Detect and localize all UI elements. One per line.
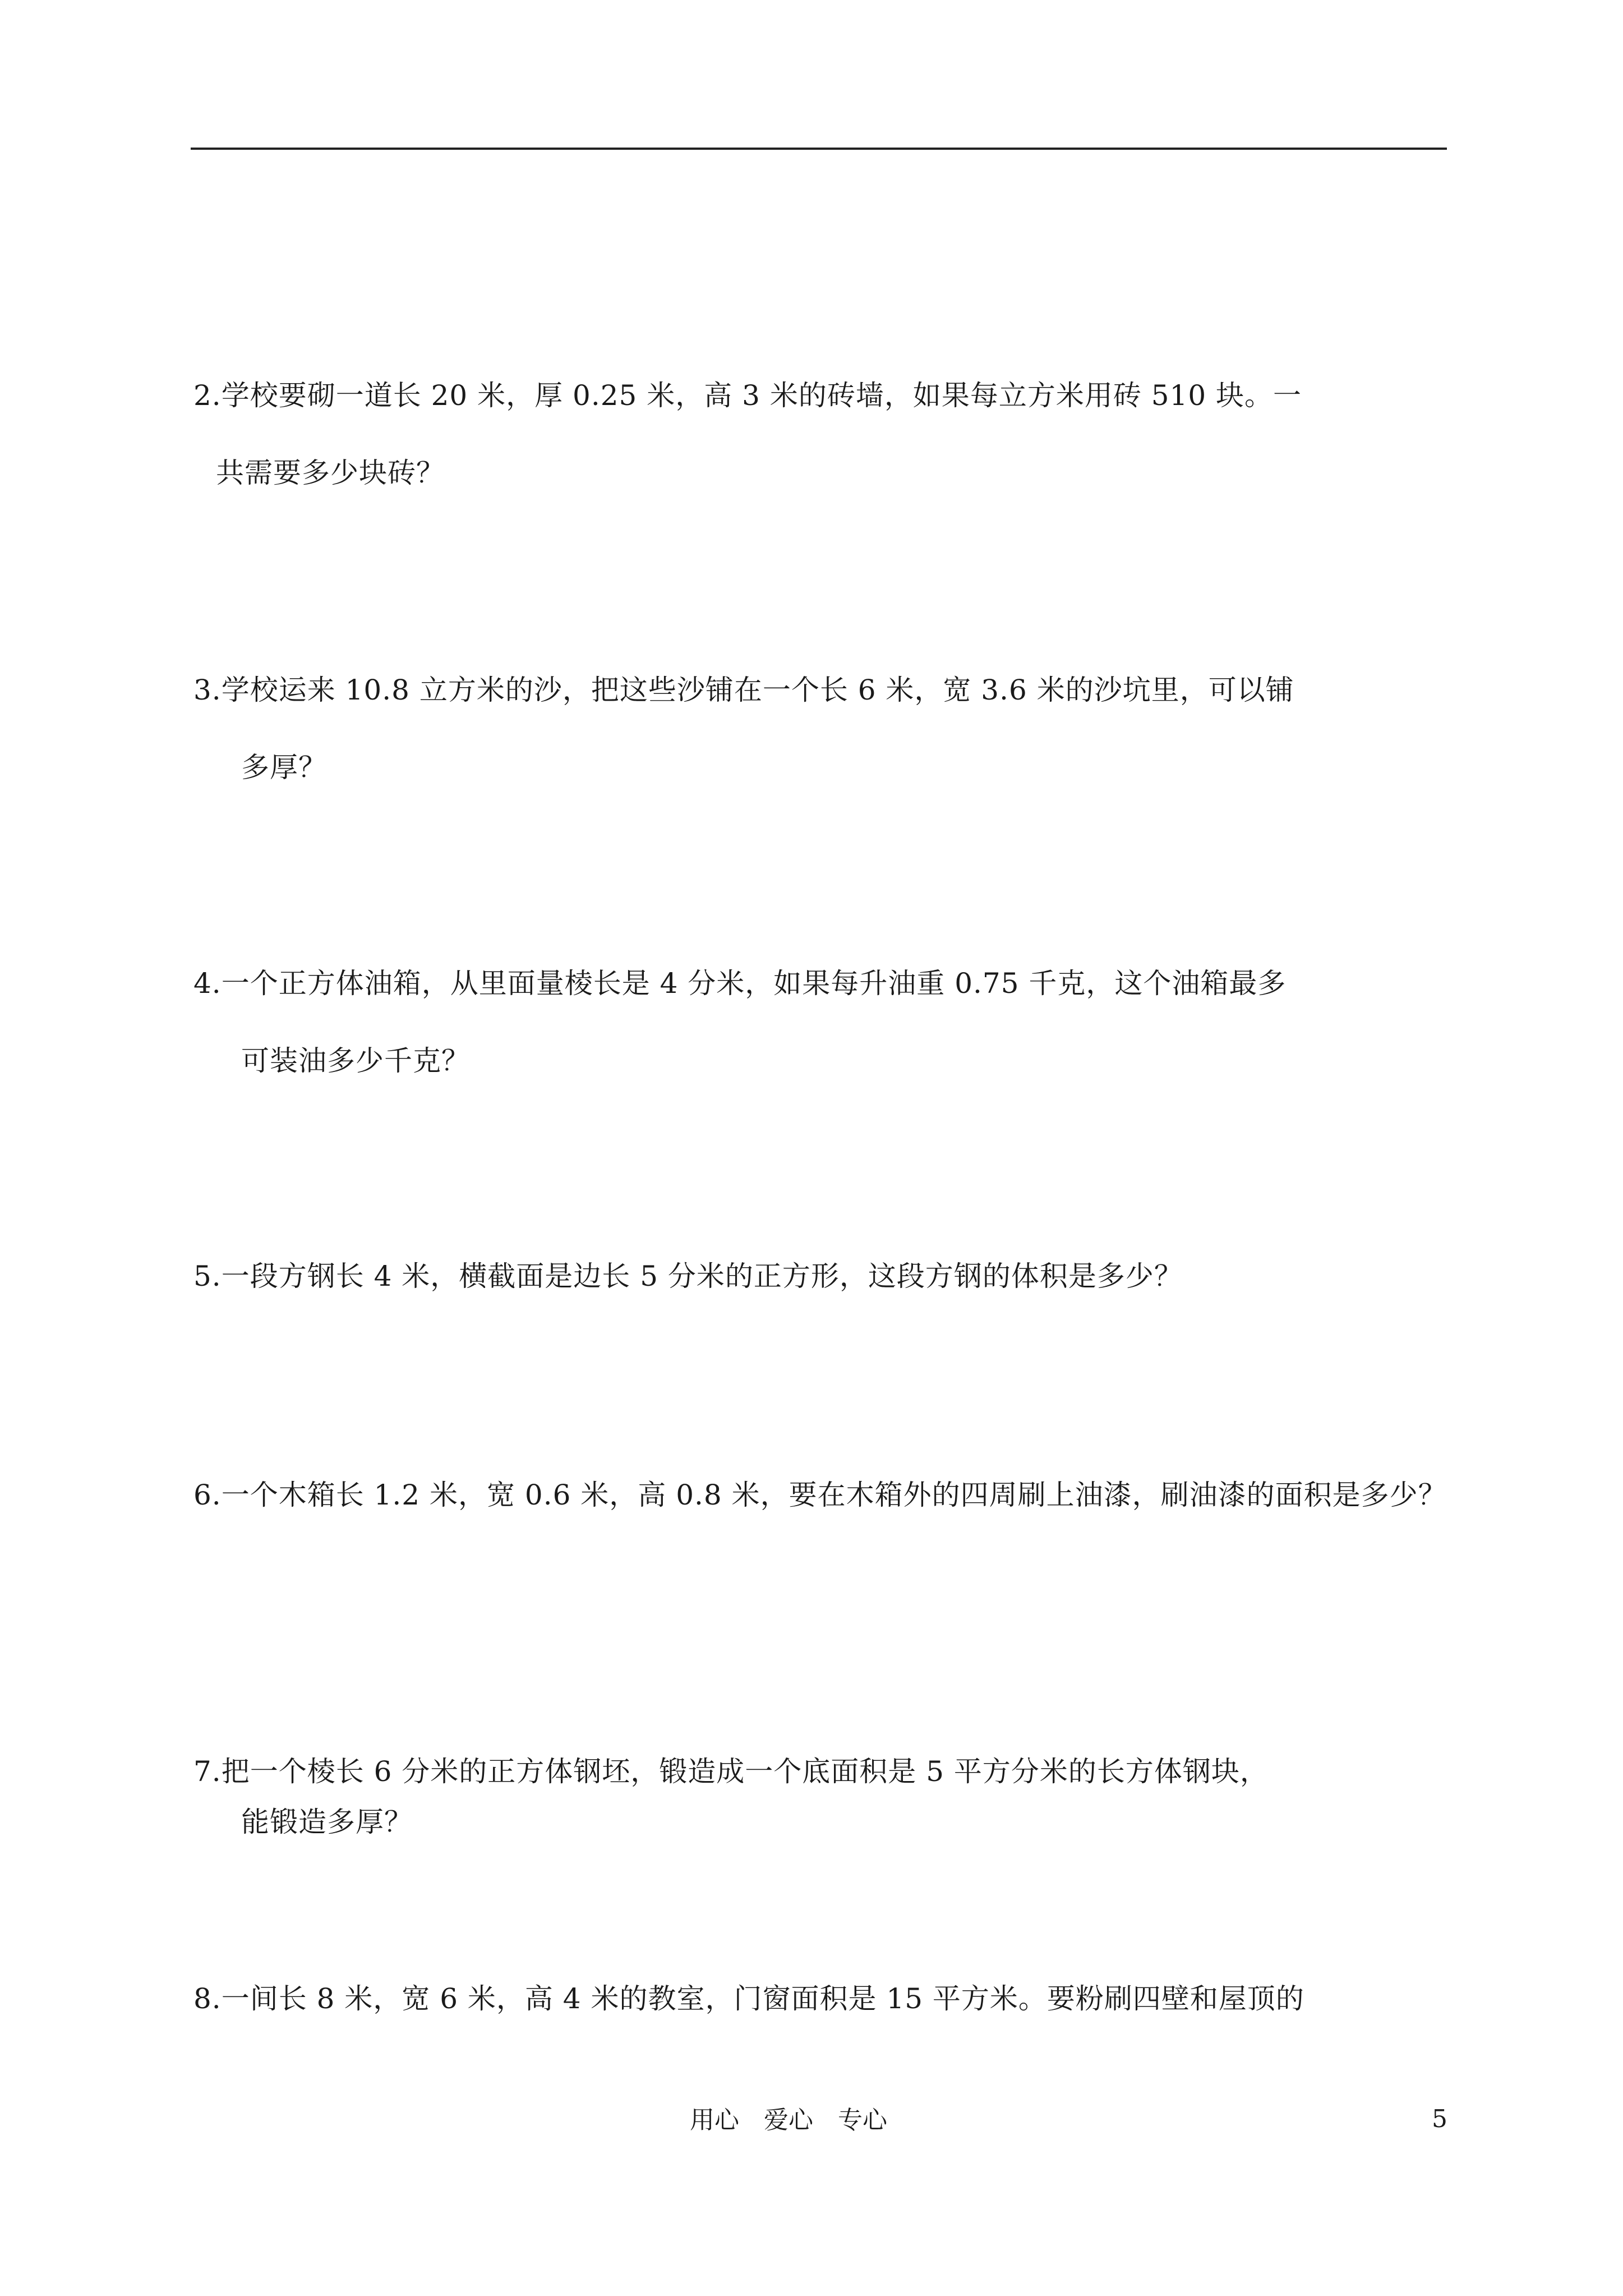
question-2-line-1: 2.学校要砌一道长 20 米，厚 0.25 米，高 3 米的砖墙，如果每立方米用砖 510 块。一 [193,379,1302,412]
question-2 [193,381,1302,487]
question-7-line-2: 能锻造多厚？ [241,1806,413,1838]
question-7 [193,1757,1269,1836]
question-4-line-1: 4.一个正方体油箱，从里面量棱长是 4 分米，如果每升油重 0.75 千克，这个油箱最多 [193,967,1287,1000]
question-7-line-1: 7.把一个棱长 6 分米的正方体钢坯，锻造成一个底面积是 5 平方分米的长方体钢块， [193,1755,1269,1788]
question-8 [193,1982,1304,2015]
question-3-line-1: 3.学校运来 10.8 立方米的沙，把这些沙铺在一个长 6 米，宽 3.6 米的沙坑里，可以铺 [193,674,1294,706]
header-rule [191,148,1447,150]
question-6-line-1: 6.一个木箱长 1.2 米，宽 0.6 米，高 0.8 米，要在木箱外的四周刷上油漆，刷油漆的面积是多少？ [193,1479,1447,1511]
question-4-line-2: 可装油多少千克？ [241,1045,470,1077]
question-3-line-2: 多厚？ [241,751,327,784]
question-6 [193,1481,1447,1509]
question-4 [193,969,1286,1075]
question-5-line-1: 5.一段方钢长 4 米，横截面是边长 5 分米的正方形，这段方钢的体积是多少？ [193,1260,1183,1292]
question-2-line-2: 共需要多少块砖？ [216,457,445,489]
question-3 [193,674,1294,784]
footer-motto: 用心 爱心 专心 [690,2106,887,2134]
question-5 [193,1262,1183,1290]
page-number: 5 [1432,2105,1447,2133]
question-8-line-1: 8.一间长 8 米，宽 6 米，高 4 米的教室，门窗面积是 15 平方米。要粉刷四壁和屋顶的 [193,1982,1304,2015]
